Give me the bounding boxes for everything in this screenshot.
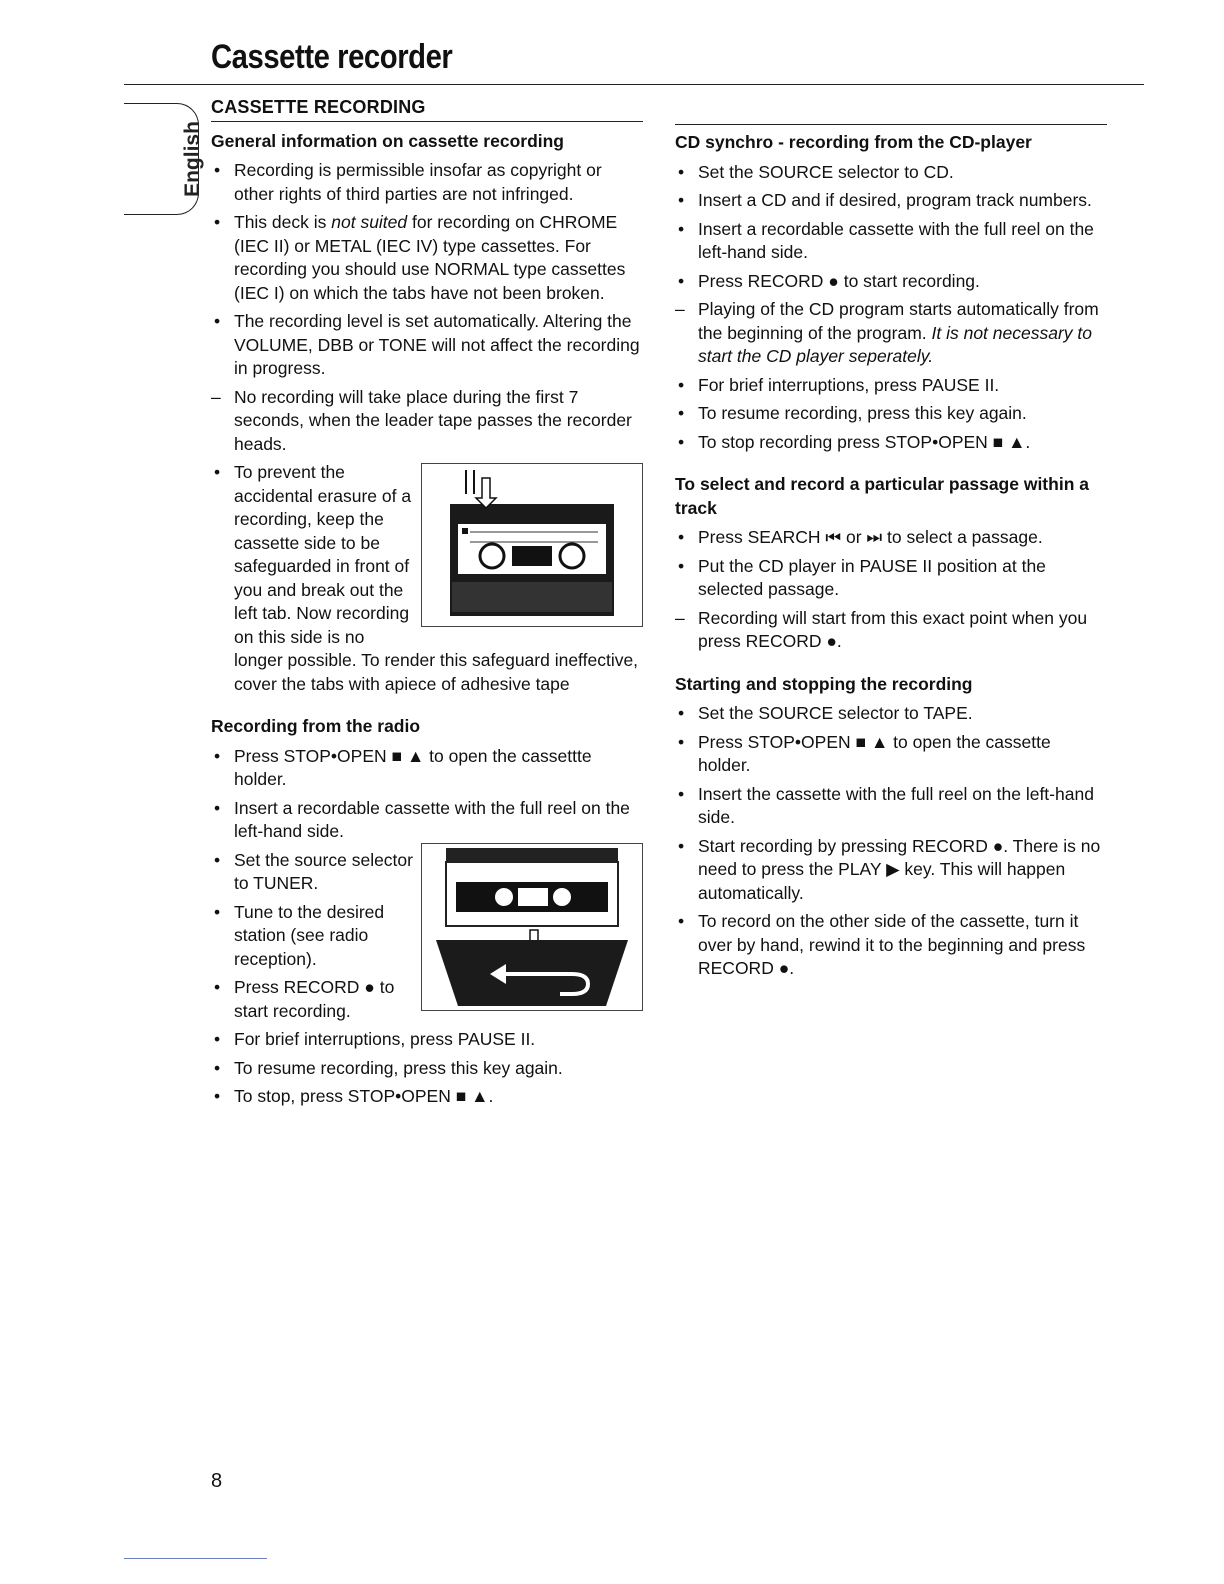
list-item bbox=[211, 211, 643, 305]
item-emphasis: It is not necessary to start the CD player seperately. bbox=[698, 322, 1092, 366]
column-rule bbox=[675, 124, 1107, 125]
radio-list bbox=[211, 745, 643, 1109]
left-column bbox=[211, 96, 643, 1114]
list-item bbox=[675, 298, 1107, 369]
language-tab bbox=[124, 103, 204, 215]
list-item: • The recording level is set automatically. Altering the VOLUME, DBB or TONE will not affect the recording in progress. bbox=[211, 310, 643, 381]
list-item: • Tune to the desired station (see radio reception). bbox=[211, 901, 643, 972]
list-item: • Start recording by pressing RECORD ●. There is no need to press the PLAY ▶ key. This will happen automatically. bbox=[675, 835, 1107, 906]
title-rule bbox=[124, 84, 1144, 85]
item-text: for recording on CHROME (IEC II) or METAL (IEC IV) type cassettes. For recording you should use NORMAL type cassettes (IEC I) on which the tabs have not been broken. bbox=[234, 212, 626, 303]
list-item: • For brief interruptions, press PAUSE II. bbox=[675, 374, 1107, 398]
list-item: • Press STOP•OPEN ■ ▲ to open the cassettte holder. bbox=[211, 745, 643, 792]
list-item: • To record on the other side of the cassette, turn it over by hand, rewind it to the beginning and press RECORD ●. bbox=[675, 910, 1107, 981]
list-item: • Set the SOURCE selector to TAPE. bbox=[675, 702, 1107, 726]
list-item: • Put the CD player in PAUSE II position at the selected passage. bbox=[675, 555, 1107, 602]
list-item: • Recording is permissible insofar as copyright or other rights of third parties are not infringed. bbox=[211, 159, 643, 206]
list-item: • To stop, press STOP•OPEN ■ ▲. bbox=[211, 1085, 643, 1109]
footer-rule bbox=[124, 1558, 267, 1559]
item-emphasis: not suited bbox=[331, 212, 408, 232]
radio-heading: Recording from the radio bbox=[211, 716, 421, 736]
list-item: – No recording will take place during the first 7 seconds, when the leader tape passes the recorder heads. bbox=[211, 386, 643, 457]
cassette-tab-svg bbox=[422, 464, 642, 626]
cd-synchro-list bbox=[675, 161, 1107, 455]
list-item: • Press RECORD ● to start recording. bbox=[675, 270, 1107, 294]
cd-synchro-heading: CD synchro - recording from the CD-player bbox=[675, 132, 1032, 152]
section-title: CASSETTE RECORDING bbox=[211, 96, 643, 122]
passage-list bbox=[675, 526, 1107, 654]
list-item: • Press RECORD ● to start recording. bbox=[211, 976, 643, 1023]
general-info-list bbox=[211, 159, 643, 696]
list-item: • Set the source selector to TUNER. bbox=[211, 849, 643, 896]
list-item: • For brief interruptions, press PAUSE II. bbox=[211, 1028, 643, 1052]
cassette-tab-illustration bbox=[421, 463, 643, 627]
page-title: Cassette recorder bbox=[211, 38, 453, 76]
right-column bbox=[675, 96, 1107, 986]
list-item: • Insert the cassette with the full reel on the left-hand side. bbox=[675, 783, 1107, 830]
list-item: • To resume recording, press this key again. bbox=[675, 402, 1107, 426]
item-text: This deck is bbox=[234, 212, 332, 232]
list-item: • Set the SOURCE selector to CD. bbox=[675, 161, 1107, 185]
passage-heading: To select and record a particular passage within a track bbox=[675, 474, 1089, 518]
page-number: 8 bbox=[211, 1470, 223, 1492]
language-tab-label: English bbox=[181, 121, 204, 197]
list-item: • Insert a recordable cassette with the full reel on the left-hand side. bbox=[675, 218, 1107, 265]
list-item: • Insert a recordable cassette with the full reel on the left-hand side. bbox=[211, 797, 643, 844]
list-item: • To stop recording press STOP•OPEN ■ ▲. bbox=[675, 431, 1107, 455]
start-stop-list bbox=[675, 702, 1107, 981]
item-text: To prevent the accidental erasure of a recording, keep the cassette side to be safeguarded in front of you and break out the left tab. Now recording on this side is no longer possible. To render this safeguard ineffective, cover the tabs with apiece of adhesive tape bbox=[234, 462, 639, 694]
list-item: • Press STOP•OPEN ■ ▲ to open the cassette holder. bbox=[675, 731, 1107, 778]
general-info-heading: General information on cassette recording bbox=[211, 130, 564, 151]
start-stop-heading: Starting and stopping the recording bbox=[675, 673, 973, 694]
list-item: • Insert a CD and if desired, program track numbers. bbox=[675, 189, 1107, 213]
list-item: • To resume recording, press this key again. bbox=[211, 1057, 643, 1081]
item-text: Playing of the CD program starts automatically from the beginning of the program. bbox=[698, 299, 1099, 343]
list-item bbox=[211, 461, 643, 696]
list-item: – Recording will start from this exact point when you press RECORD ●. bbox=[675, 607, 1107, 654]
list-item: • Press SEARCH ⏮ or ⏭ to select a passage. bbox=[675, 526, 1107, 550]
